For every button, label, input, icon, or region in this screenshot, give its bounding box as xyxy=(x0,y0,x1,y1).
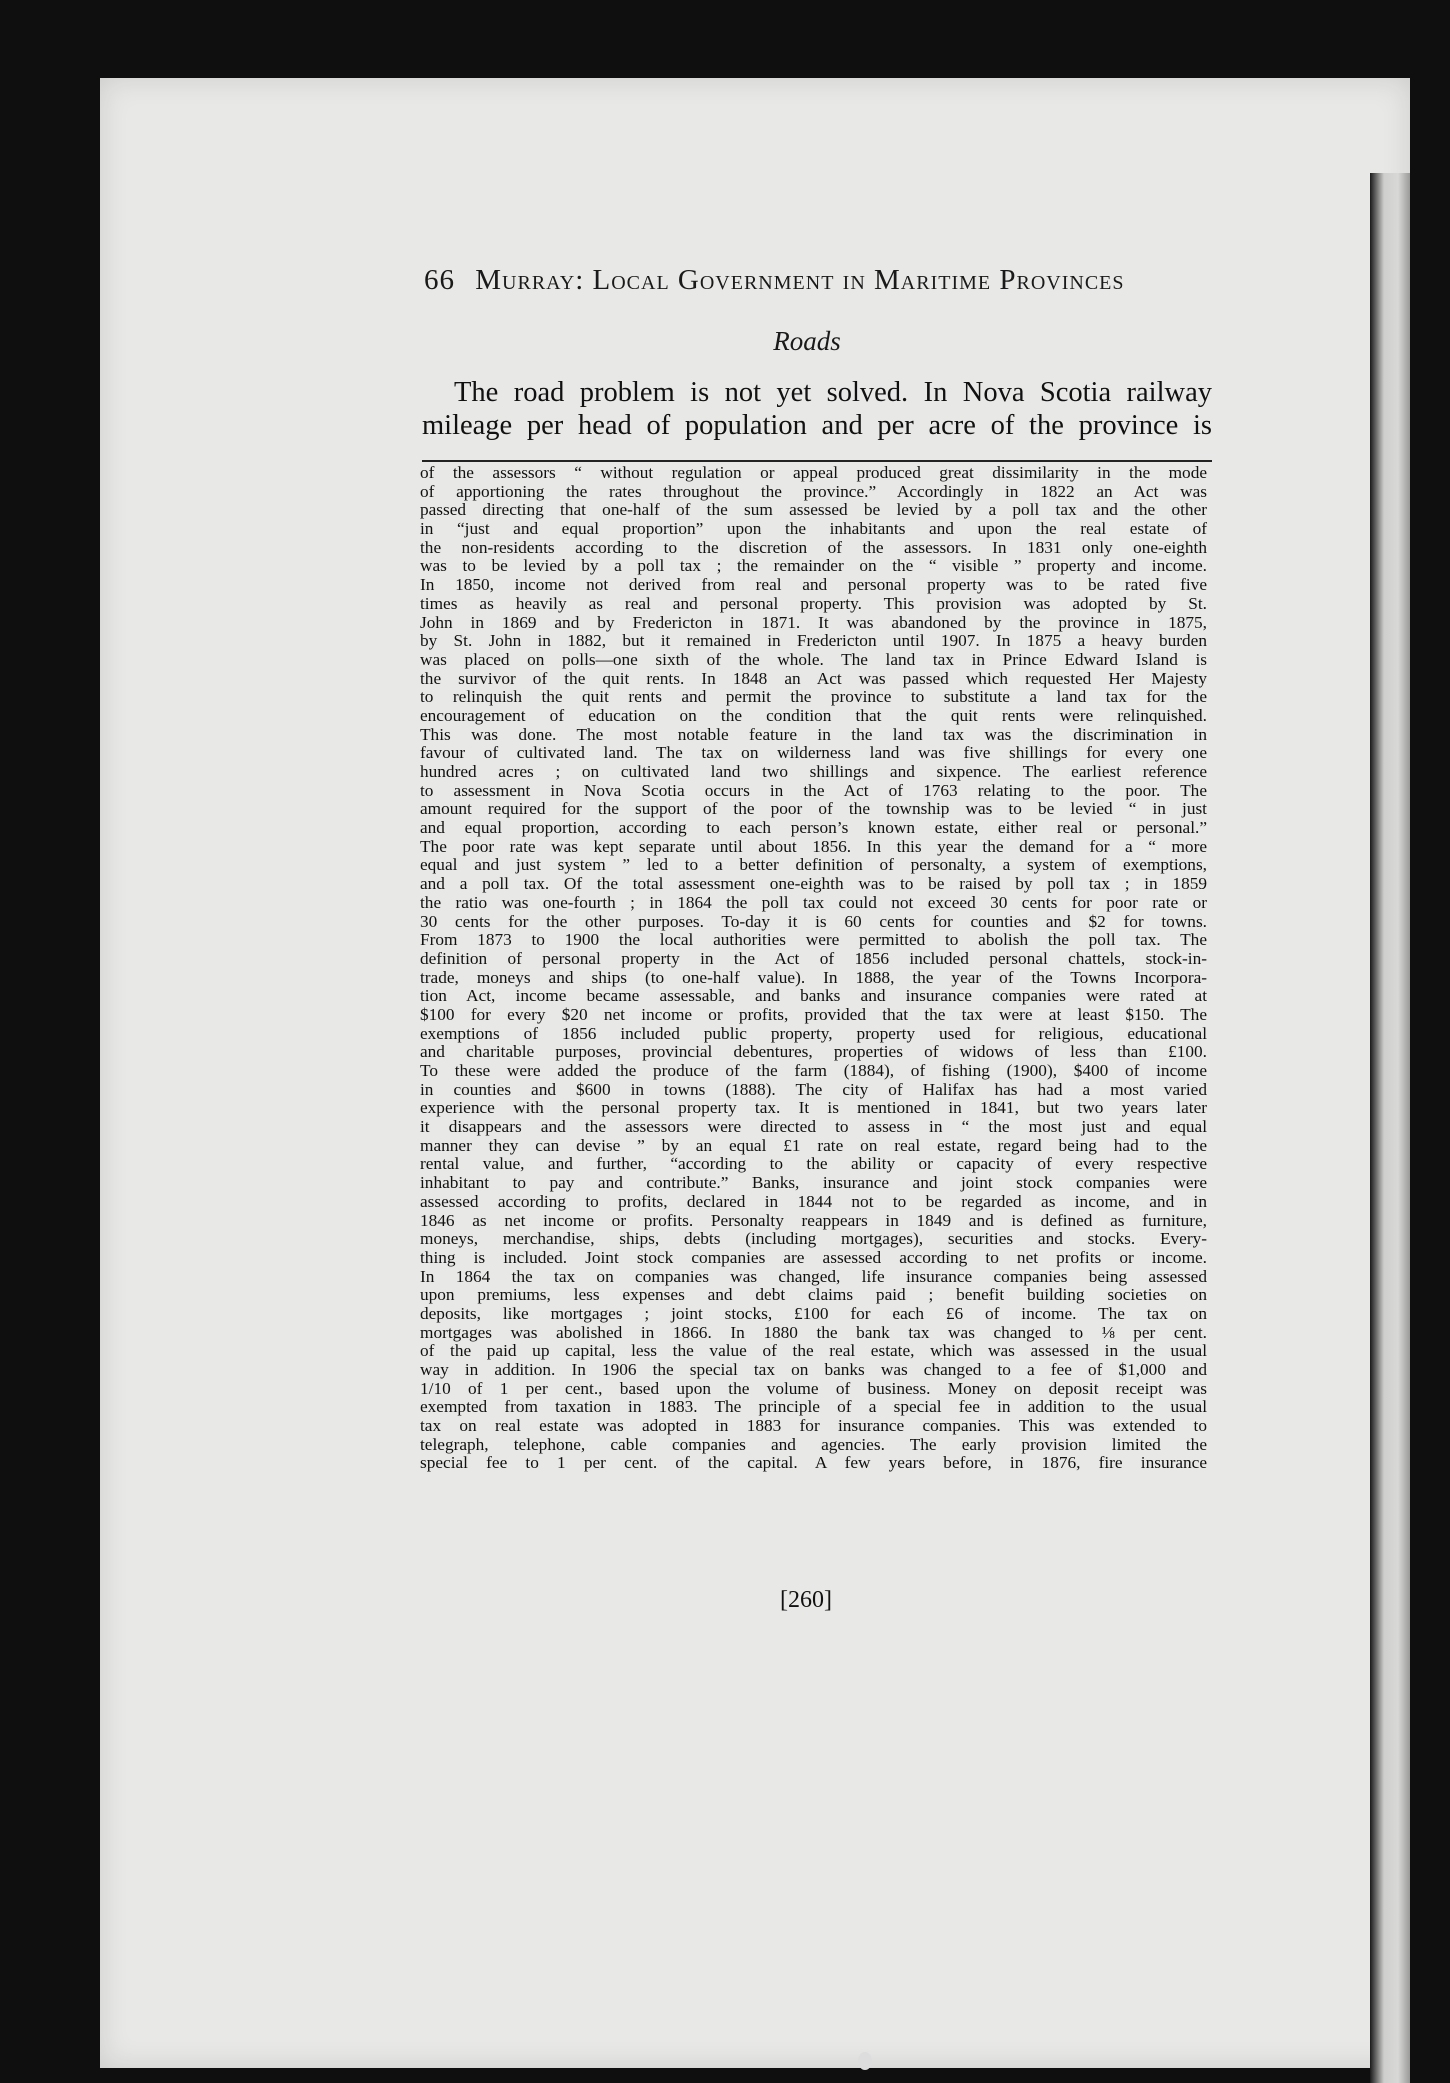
footnote-line: manner they can devise ” by an equal £1 rate on real estate, regard being had to the xyxy=(420,1136,1207,1155)
footnote-line: The poor rate was kept separate until about 1856. In this year the demand for a “ more xyxy=(420,837,1207,856)
footnote-line: definition of personal property in the Act of 1856 included personal chattels, stock-in- xyxy=(420,949,1207,968)
body-line: The road problem is not yet solved. In Nova Scotia railway xyxy=(454,377,1212,408)
footnote-line: in counties and $600 in towns (1888). The city of Halifax has had a most varied xyxy=(420,1080,1207,1099)
footnote-line: the ratio was one-fourth ; in 1864 the poll tax could not exceed 30 cents for poor rate or xyxy=(420,893,1207,912)
footnote-line: upon premiums, less expenses and debt claims paid ; benefit building societies on xyxy=(420,1286,1207,1305)
footnote-line: To these were added the produce of the farm (1884), of fishing (1900), $400 of income xyxy=(420,1062,1207,1080)
scan-blemish xyxy=(858,2052,872,2070)
footnote-line: of the assessors “ without regulation or appeal produced great dissimilarity in the mode xyxy=(420,464,1207,482)
footnote-line: in “just and equal proportion” upon the inhabitants and upon the real estate of xyxy=(420,520,1207,539)
footnote-line: encouragement of education on the condition that the quit rents were relinquished. xyxy=(420,706,1207,725)
footnote-line: tax on real estate was adopted in 1883 for insurance companies. This was extended to xyxy=(420,1417,1207,1436)
footnote-line: exemptions of 1856 included public property, property used for religious, educational xyxy=(420,1024,1207,1043)
footnote-line: equal and just system ” led to a better definition of personalty, a system of exemptions, xyxy=(420,856,1207,875)
body-line: mileage per head of population and per acre of the province is xyxy=(422,410,1212,441)
footnote-line: From 1873 to 1900 the local authorities were permitted to abolish the poll tax. The xyxy=(420,931,1207,950)
footnote-line: telegraph, telephone, cable companies and agencies. The early provision limited the xyxy=(420,1435,1207,1454)
footnote-line: 30 cents for the other purposes. To-day it is 60 cents for counties and $2 for towns. xyxy=(420,912,1207,931)
running-head xyxy=(424,264,1190,297)
running-head-page-number: 66 xyxy=(424,264,455,296)
footnote-line: $100 for every $20 net income or profits, provided that the tax were at least $150. The xyxy=(420,1005,1207,1024)
footnote-line: This was done. The most notable feature in the land tax was the discrimination in xyxy=(420,725,1207,744)
footnote-line: special fee to 1 per cent. of the capital. A few years before, in 1876, fire insurance xyxy=(420,1454,1207,1473)
footnote-line: assessed according to profits, declared in 1844 not to be regarded as income, and in xyxy=(420,1192,1207,1211)
footnote-line: by St. John in 1882, but it remained in Fredericton until 1907. In 1875 a heavy burden xyxy=(420,632,1207,651)
footnote-line: and charitable purposes, provincial debentures, properties of widows of less than £100. xyxy=(420,1043,1207,1062)
footnote-line: amount required for the support of the poor of the township was to be levied “ in just xyxy=(420,800,1207,819)
footnote-line: of apportioning the rates throughout the province.” Accordingly in 1822 an Act was xyxy=(420,482,1207,501)
footnote-line: and equal proportion, according to each person’s known estate, either real or personal.” xyxy=(420,819,1207,838)
footnote-line: mortgages was abolished in 1866. In 1880 the bank tax was changed to ⅛ per cent. xyxy=(420,1323,1207,1342)
footnote-line: the survivor of the quit rents. In 1848 an Act was passed which requested Her Majesty xyxy=(420,669,1207,688)
footnote-line: hundred acres ; on cultivated land two shillings and sixpence. The earliest reference xyxy=(420,763,1207,781)
footnote-line: rental value, and further, “according to the ability or capacity of every respective xyxy=(420,1155,1207,1174)
footnote-line: was to be levied by a poll tax ; the remainder on the “ visible ” property and income. xyxy=(420,557,1207,576)
footnote-line: times as heavily as real and personal property. This provision was adopted by St. xyxy=(420,594,1207,613)
footnote-line: to assessment in Nova Scotia occurs in the Act of 1763 relating to the poor. The xyxy=(420,781,1207,800)
footnote-line: inhabitant to pay and contribute.” Banks, insurance and joint stock companies were xyxy=(420,1174,1207,1193)
footnote-line: thing is included. Joint stock companies are assessed according to net profits or income. xyxy=(420,1248,1207,1267)
running-head-title: Murray: Local Government in Maritime Provinces xyxy=(475,264,1125,296)
footnote-line: favour of cultivated land. The tax on wilderness land was five shillings for every one xyxy=(420,744,1207,763)
footnote-block xyxy=(420,464,1207,1473)
footnote-line: the non-residents according to the discretion of the assessors. In 1831 only one-eighth xyxy=(420,538,1207,557)
footnote-line: John in 1869 and by Fredericton in 1871. It was abandoned by the province in 1875, xyxy=(420,613,1207,632)
footnote-line: to relinquish the quit rents and permit the province to substitute a land tax for the xyxy=(420,688,1207,707)
body-paragraph xyxy=(422,376,1212,442)
footnote-line: was placed on polls—one sixth of the whole. The land tax in Prince Edward Island is xyxy=(420,650,1207,669)
page-number: [260] xyxy=(780,1587,832,1613)
footnote-line: In 1850, income not derived from real and personal property was to be rated five xyxy=(420,576,1207,595)
footnote-line: moneys, merchandise, ships, debts (including mortgages), securities and stocks. Every- xyxy=(420,1230,1207,1249)
footnote-line: way in addition. In 1906 the special tax on banks was changed to a fee of $1,000 and xyxy=(420,1361,1207,1379)
footnote-line: trade, moneys and ships (to one-half value). In 1888, the year of the Towns Incorpora- xyxy=(420,968,1207,987)
footnote-line: In 1864 the tax on companies was changed, life insurance companies being assessed xyxy=(420,1267,1207,1286)
section-title: Roads xyxy=(773,326,841,356)
footnote-line: deposits, like mortgages ; joint stocks, £100 for each £6 of income. The tax on xyxy=(420,1304,1207,1323)
footnote-line: passed directing that one-half of the sum assessed be levied by a poll tax and the other xyxy=(420,501,1207,520)
footnote-line: tion Act, income became assessable, and banks and insurance companies were rated at xyxy=(420,987,1207,1006)
footnote-line: it disappears and the assessors were directed to assess in “ the most just and equal xyxy=(420,1118,1207,1137)
footnote-line: 1/10 of 1 per cent., based upon the volume of business. Money on deposit receipt was xyxy=(420,1379,1207,1398)
footnote-rule xyxy=(422,460,1212,462)
footnote-line: exempted from taxation in 1883. The principle of a special fee in addition to the usual xyxy=(420,1398,1207,1417)
footnote-line: experience with the personal property tax. It is mentioned in 1841, but two years later xyxy=(420,1099,1207,1118)
footnote-line: and a poll tax. Of the total assessment one-eighth was to be raised by poll tax ; in 1859 xyxy=(420,875,1207,894)
footnote-line: of the paid up capital, less the value of the real estate, which was assessed in the usual xyxy=(420,1342,1207,1361)
page-edge xyxy=(1370,173,1410,2083)
footnote-line: 1846 as net income or profits. Personalty reappears in 1849 and is defined as furniture, xyxy=(420,1211,1207,1230)
